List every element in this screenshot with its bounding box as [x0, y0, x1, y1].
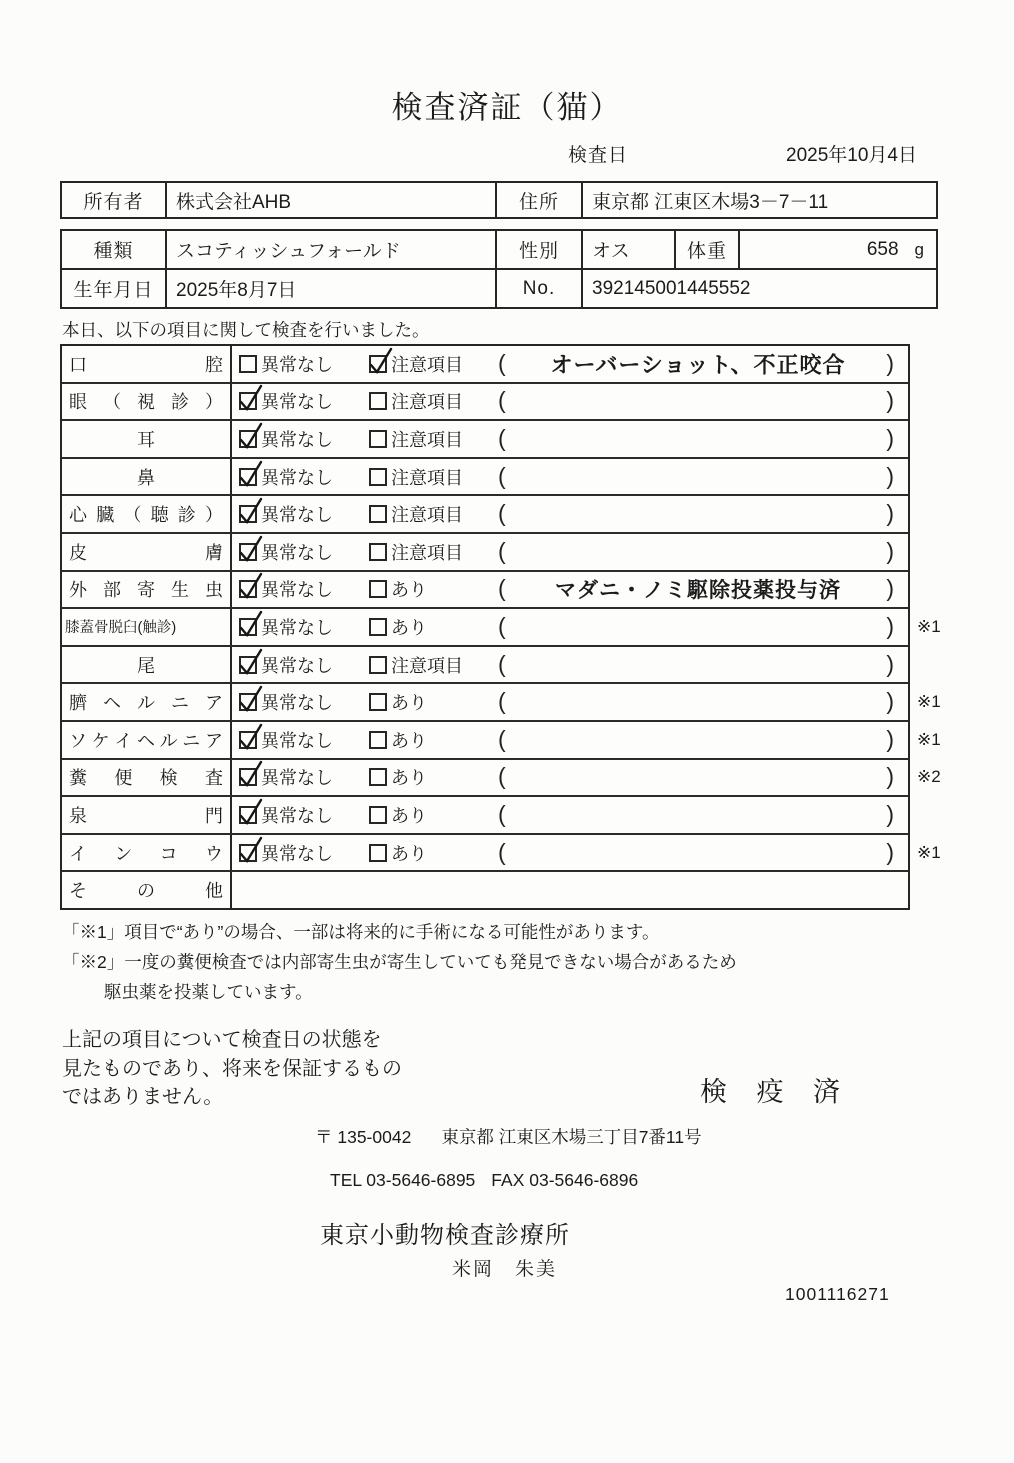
exam-item-fields — [232, 872, 908, 908]
checkbox-group — [369, 614, 427, 640]
breed-value: スコティッシュフォールド — [165, 231, 495, 268]
open-paren: ( — [498, 763, 506, 790]
open-paren: ( — [498, 612, 506, 639]
checkbox-group — [369, 652, 463, 678]
unchecked-checkbox-icon — [369, 468, 387, 486]
clinic-address-line — [315, 1124, 702, 1149]
owner-label: 所有者 — [83, 191, 144, 213]
owner-row — [62, 183, 936, 217]
checkbox-label: 異常なし — [261, 730, 333, 751]
checkbox-group — [369, 351, 463, 377]
open-paren: ( — [498, 800, 506, 827]
exam-item-fields — [232, 421, 908, 457]
checkbox-group — [239, 576, 333, 602]
weight-unit: g — [914, 239, 924, 259]
close-paren: ) — [886, 838, 894, 865]
disclaimer-line-3: ではありません。 — [62, 1086, 224, 1108]
unchecked-checkbox-icon — [369, 580, 387, 598]
exam-item-fields — [232, 722, 908, 758]
exam-item-label: 心 臓 （ 聴 診 ） — [62, 496, 232, 532]
pet-row-2 — [62, 268, 936, 307]
unchecked-checkbox-icon — [369, 430, 387, 448]
exam-row — [62, 419, 908, 457]
checkbox-label: 異常なし — [261, 467, 333, 488]
clinic-street-address: 東京都 江東区木場三丁目7番11号 — [441, 1127, 702, 1147]
checkbox-label: 注意項目 — [391, 467, 463, 488]
owner-table — [60, 181, 938, 219]
exam-item-fields — [232, 572, 908, 608]
checkbox-label: 異常なし — [261, 354, 333, 375]
unchecked-checkbox-icon — [369, 392, 387, 410]
exam-item-label: 耳 — [62, 421, 232, 457]
checkbox-label: 異常なし — [261, 768, 333, 789]
unchecked-checkbox-icon — [369, 768, 387, 786]
checkbox-group — [239, 652, 333, 678]
exam-item-fields — [232, 346, 908, 382]
exam-row — [62, 532, 908, 570]
checkbox-group — [369, 539, 463, 565]
postal-code: 〒 135-0042 — [315, 1127, 412, 1147]
exam-item-label: 口 腔 — [62, 346, 232, 382]
intro-line: 本日、以下の項目に関して検査を行いました。 — [62, 320, 430, 340]
open-paren: ( — [498, 575, 506, 602]
exam-item-fields — [232, 647, 908, 683]
unchecked-checkbox-icon — [369, 844, 387, 862]
close-paren: ) — [886, 387, 894, 414]
address-value: 東京都 江東区木場3－7－11 — [581, 183, 936, 217]
unchecked-checkbox-icon — [369, 731, 387, 749]
open-paren: ( — [498, 424, 506, 451]
checked-checkbox-icon — [239, 806, 257, 824]
open-paren: ( — [498, 349, 506, 376]
checkbox-group — [239, 501, 333, 527]
checkbox-label: 異常なし — [261, 505, 333, 526]
exam-item-label: 糞 便 検 査 — [62, 760, 232, 796]
footnote-2-line2: 駆虫薬を投薬しています。 — [104, 982, 313, 1002]
checked-checkbox-icon — [369, 355, 387, 373]
number-label: No. — [495, 270, 581, 307]
reference-mark: ※1 — [917, 692, 941, 712]
sex-label: 性別 — [495, 231, 581, 268]
checked-checkbox-icon — [239, 430, 257, 448]
checked-checkbox-icon — [239, 693, 257, 711]
exam-item-label: ソ ケ イ ヘ ル ニ ア — [62, 722, 232, 758]
weight-value — [738, 231, 936, 268]
close-paren: ) — [886, 500, 894, 527]
checkbox-group — [369, 764, 427, 790]
exam-item-label: 外 部 寄 生 虫 — [62, 572, 232, 608]
checkbox-label: 異常なし — [261, 542, 333, 563]
exam-item-fields — [232, 760, 908, 796]
checkbox-label: 異常なし — [261, 617, 333, 638]
footnote-2-line1: 「※2」一度の糞便検査では内部寄生虫が寄生していても発見できない場合があるため — [62, 952, 737, 972]
exam-row — [62, 382, 908, 420]
birthdate-label: 生年月日 — [73, 280, 154, 301]
close-paren: ) — [886, 575, 894, 602]
open-paren: ( — [498, 650, 506, 677]
veterinarian-name: 米岡 朱美 — [452, 1259, 558, 1280]
reference-mark: ※1 — [917, 616, 941, 636]
checkbox-group — [239, 539, 333, 565]
close-paren: ) — [886, 688, 894, 715]
close-paren: ) — [886, 800, 894, 827]
exam-row — [62, 758, 941, 796]
checked-checkbox-icon — [239, 618, 257, 636]
exam-table — [60, 344, 941, 910]
exam-item-label: 眼 （ 視 診 ） — [62, 384, 232, 420]
checkbox-label: 異常なし — [261, 693, 333, 714]
exam-row — [62, 570, 908, 608]
clinic-name: 東京小動物検査診療所 — [320, 1222, 570, 1249]
exam-item-fields — [232, 384, 908, 420]
checkbox-label: 注意項目 — [391, 542, 463, 563]
checkbox-group — [369, 426, 463, 452]
checkbox-label: 注意項目 — [391, 505, 463, 526]
close-paren: ) — [886, 349, 894, 376]
open-paren: ( — [498, 500, 506, 527]
owner-value: 株式会社AHB — [165, 183, 495, 217]
checkbox-group — [239, 689, 333, 715]
number-value: 392145001445552 — [581, 270, 936, 307]
close-paren: ) — [886, 725, 894, 752]
exam-row — [62, 682, 941, 720]
exam-row — [62, 494, 908, 532]
exam-item-label: そ の 他 — [62, 872, 232, 908]
checked-checkbox-icon — [239, 543, 257, 561]
exam-item-label: 尾 — [62, 647, 232, 683]
checked-checkbox-icon — [239, 505, 257, 523]
finding-value: マダニ・ノミ駆除投薬投与済 — [555, 579, 841, 603]
page-title: 検査済証（猫） — [391, 90, 623, 125]
unchecked-checkbox-icon — [369, 693, 387, 711]
exam-item-fields — [232, 534, 908, 570]
exam-item-fields — [232, 797, 908, 833]
checkbox-label: あり — [391, 580, 427, 601]
exam-row — [62, 346, 908, 382]
close-paren: ) — [886, 424, 894, 451]
reference-mark: ※1 — [917, 729, 941, 749]
checkbox-group — [239, 727, 333, 753]
checkbox-label: 注意項目 — [391, 429, 463, 450]
exam-row — [62, 457, 908, 495]
weight-label: 体重 — [674, 231, 738, 268]
inspection-date-label: 検査日 — [568, 145, 629, 166]
open-paren: ( — [498, 387, 506, 414]
checkbox-label: 注意項目 — [391, 354, 463, 375]
open-paren: ( — [498, 688, 506, 715]
tel-fax-line — [330, 1170, 638, 1191]
checked-checkbox-icon — [239, 731, 257, 749]
unchecked-checkbox-icon — [369, 656, 387, 674]
checkbox-group — [369, 464, 463, 490]
checkbox-label: 異常なし — [261, 580, 333, 601]
exam-item-label: 泉 門 — [62, 797, 232, 833]
checkbox-group — [239, 351, 333, 377]
reference-mark: ※2 — [917, 767, 941, 787]
birthdate-value: 2025年8月7日 — [165, 270, 495, 307]
exam-item-label: 膝蓋骨脱臼(触診) — [62, 609, 232, 645]
checked-checkbox-icon — [239, 656, 257, 674]
open-paren: ( — [498, 537, 506, 564]
checkbox-label: あり — [391, 730, 427, 751]
exam-item-fields — [232, 684, 908, 720]
exam-row — [62, 833, 941, 871]
serial-number: 1001116271 — [785, 1284, 890, 1304]
checkbox-label: 異常なし — [261, 843, 333, 864]
checkbox-group — [239, 840, 333, 866]
checkbox-group — [369, 727, 427, 753]
checked-checkbox-icon — [239, 392, 257, 410]
exam-item-label: 臍 ヘ ル ニ ア — [62, 684, 232, 720]
checkbox-group — [369, 689, 427, 715]
checkbox-label: 注意項目 — [391, 655, 463, 676]
open-paren: ( — [498, 838, 506, 865]
checked-checkbox-icon — [239, 768, 257, 786]
checkbox-label: 異常なし — [261, 655, 333, 676]
exam-row — [62, 645, 908, 683]
address-label: 住所 — [495, 183, 581, 217]
exam-item-fields — [232, 609, 908, 645]
exam-row — [62, 870, 908, 908]
close-paren: ) — [886, 462, 894, 489]
checkbox-label: 異常なし — [261, 805, 333, 826]
breed-label: 種類 — [93, 241, 134, 262]
weight-number: 658 — [866, 238, 899, 260]
inspection-date-value: 2025年10月4日 — [786, 145, 917, 166]
close-paren: ) — [886, 650, 894, 677]
unchecked-checkbox-icon — [369, 618, 387, 636]
exam-item-fields — [232, 496, 908, 532]
open-paren: ( — [498, 725, 506, 752]
checkbox-group — [239, 614, 333, 640]
disclaimer-line-2: 見たものであり、将来を保証するもの — [62, 1057, 402, 1080]
checkbox-label: 異常なし — [261, 392, 333, 413]
disclaimer — [62, 1026, 402, 1112]
checked-checkbox-icon — [239, 468, 257, 486]
checkbox-label: あり — [391, 617, 427, 638]
exam-row — [62, 795, 908, 833]
checkbox-label: 注意項目 — [391, 392, 463, 413]
sex-value: オス — [581, 231, 674, 268]
checkbox-group — [239, 426, 333, 452]
checked-checkbox-icon — [239, 844, 257, 862]
checkbox-group — [369, 501, 463, 527]
quarantine-stamp: 検 疫 済 — [700, 1077, 852, 1107]
unchecked-checkbox-icon — [369, 543, 387, 561]
disclaimer-line-1: 上記の項目について検査日の状態を — [62, 1029, 382, 1051]
exam-row — [62, 720, 941, 758]
unchecked-checkbox-icon — [369, 806, 387, 824]
checkbox-label: あり — [391, 805, 427, 826]
close-paren: ) — [886, 763, 894, 790]
close-paren: ) — [886, 537, 894, 564]
checkbox-group — [369, 840, 427, 866]
exam-item-label: イ ン コ ウ — [62, 835, 232, 871]
exam-row — [62, 607, 941, 645]
checkbox-group — [369, 802, 427, 828]
pet-table — [60, 229, 938, 309]
unchecked-checkbox-icon — [369, 505, 387, 523]
checkbox-label: あり — [391, 693, 427, 714]
checkbox-group — [239, 388, 333, 414]
fax-number: FAX 03-5646-6896 — [491, 1170, 639, 1190]
exam-item-fields — [232, 459, 908, 495]
close-paren: ) — [886, 612, 894, 639]
exam-item-label: 鼻 — [62, 459, 232, 495]
checkbox-group — [239, 764, 333, 790]
open-paren: ( — [498, 462, 506, 489]
checkbox-label: あり — [391, 843, 427, 864]
checkbox-label: あり — [391, 768, 427, 789]
reference-mark: ※1 — [917, 842, 941, 862]
checkbox-label: 異常なし — [261, 429, 333, 450]
checkbox-group — [369, 576, 427, 602]
unchecked-checkbox-icon — [239, 355, 257, 373]
checkbox-group — [369, 388, 463, 414]
pet-row-1 — [62, 231, 936, 268]
finding-value: オーバーショット、不正咬合 — [550, 352, 846, 378]
checkbox-group — [239, 802, 333, 828]
checkbox-group — [239, 464, 333, 490]
tel-number: TEL 03-5646-6895 — [330, 1170, 476, 1190]
footnote-1: 「※1」項目で“あり”の場合、一部は将来的に手術になる可能性があります。 — [62, 922, 660, 942]
checked-checkbox-icon — [239, 580, 257, 598]
exam-item-label: 皮 膚 — [62, 534, 232, 570]
exam-item-fields — [232, 835, 908, 871]
